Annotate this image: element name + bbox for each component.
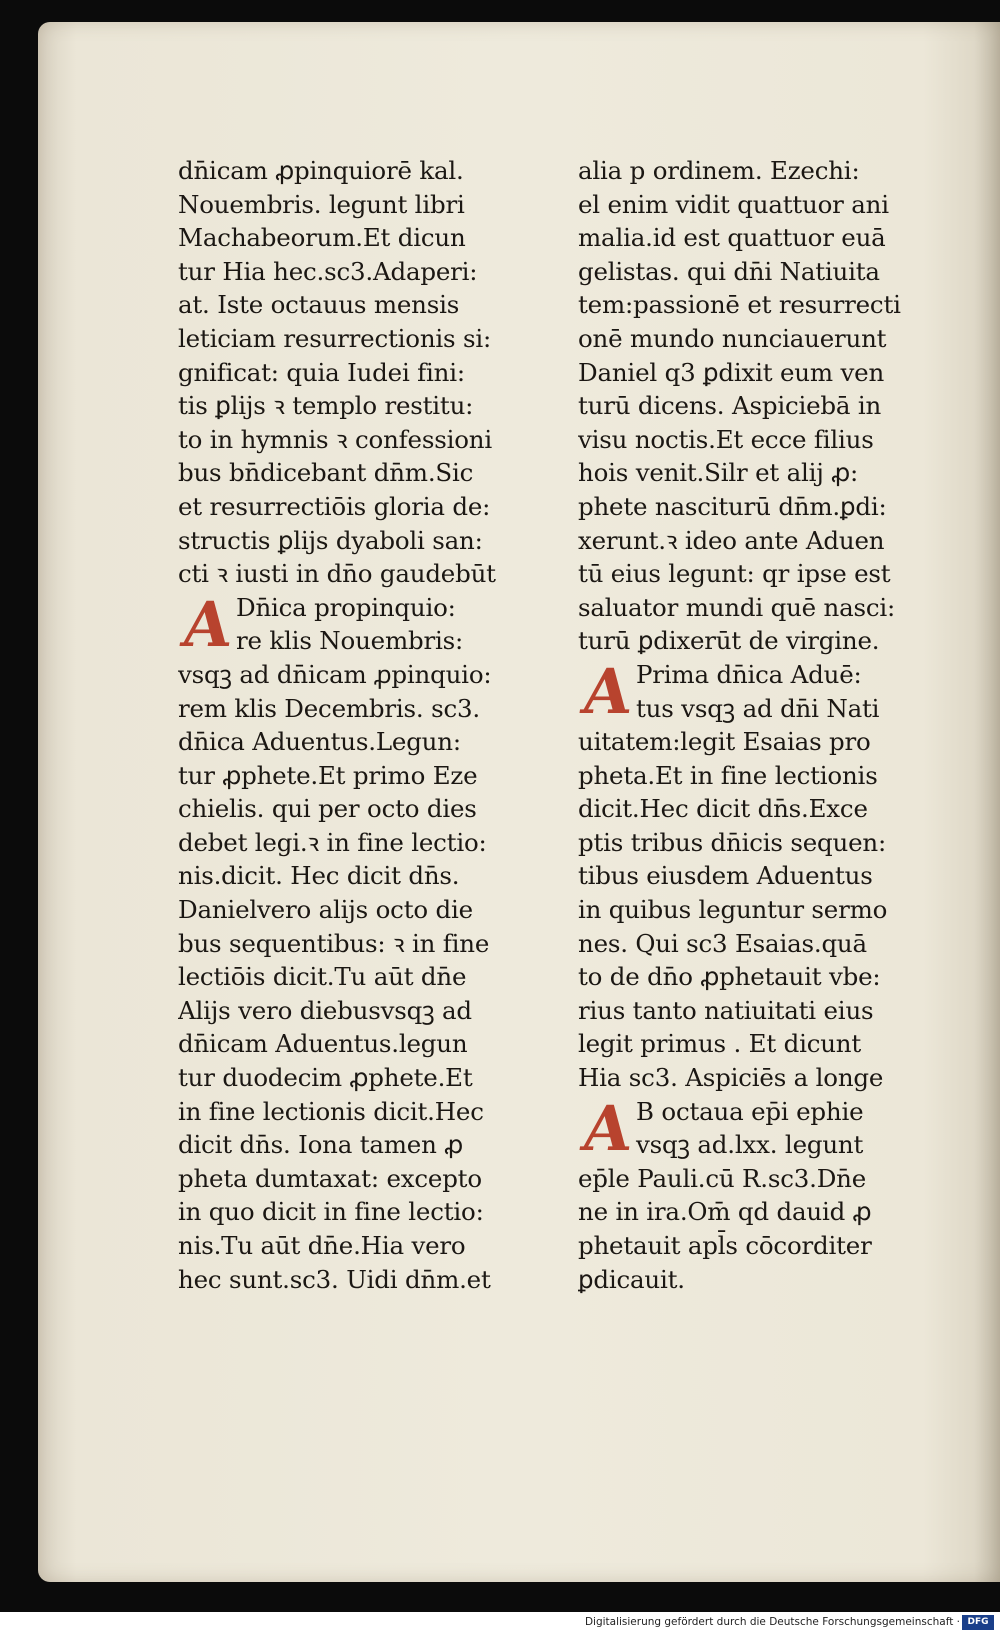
text-line: uitatem:legit Esaias pro bbox=[578, 727, 871, 757]
text-line: visu noctis.Et ecce filius bbox=[578, 424, 874, 454]
text-line: B octaua ep̄i ephie bbox=[636, 1096, 864, 1126]
text-line: malia.id est quattuor euā bbox=[578, 223, 886, 253]
text-line: turū ꝑdixerūt de virgine. bbox=[578, 626, 880, 656]
text-line: vsqꝫ ad.lxx. legunt bbox=[636, 1130, 864, 1160]
text-line: tus vsqꝫ ad dn̄i Nati bbox=[636, 693, 880, 723]
text-line: phetauit apl̄s cōcorditer bbox=[578, 1231, 872, 1260]
text-line: nes. Qui sc3 Esaias.quā bbox=[578, 928, 867, 958]
text-line: debet legi.ꝛ in fine lectio: bbox=[178, 827, 487, 857]
rubricated-paragraph bbox=[177, 587, 556, 661]
text-line: pheta.Et in fine lectionis bbox=[578, 760, 878, 790]
text-line: turū dicens. Aspiciebā in bbox=[578, 391, 882, 421]
digitization-credit: Digitalisierung gefördert durch die Deutsche Forschungsgemeinschaft · bbox=[584, 1616, 960, 1628]
text-line: ep̄le Pauli.cū R.sc3.Dn̄e bbox=[578, 1163, 867, 1193]
text-line: rem klis Decembris. sc3. bbox=[178, 693, 480, 723]
text-line: tur Hia hec.sc3.Adaperi: bbox=[178, 256, 478, 286]
left-text-column bbox=[178, 154, 556, 1296]
text-line: chielis. qui per octo dies bbox=[178, 794, 477, 824]
left-lines-a bbox=[178, 154, 556, 591]
text-line: at. Iste octauus mensis bbox=[178, 290, 460, 320]
text-line: to de dn̄o ꝓphetauit vbe: bbox=[578, 962, 881, 992]
book-page bbox=[38, 22, 1000, 1582]
text-line: onē mundo nunciauerunt bbox=[578, 323, 887, 353]
text-line: dicit.Hec dicit dn̄s.Exce bbox=[578, 794, 868, 824]
text-line: tur duodecim ꝓphete.Et bbox=[178, 1063, 473, 1093]
text-line: phete nasciturū dn̄m.ꝑdi: bbox=[578, 491, 887, 521]
right-lines-c bbox=[578, 1162, 956, 1296]
text-line: tem:passionē et resurrecti bbox=[578, 290, 901, 320]
text-line: Nouembris. legunt libri bbox=[178, 189, 465, 219]
rubricated-paragraph bbox=[577, 1091, 956, 1165]
text-line: el enim vidit quattuor ani bbox=[578, 189, 889, 219]
right-lines-a bbox=[578, 154, 956, 658]
text-line: et resurrectiōis gloria de: bbox=[178, 491, 491, 521]
text-line: Prima dn̄ica Aduē: bbox=[636, 659, 862, 689]
text-line: bus sequentibus: ꝛ in fine bbox=[178, 928, 490, 958]
red-initial-letter: A bbox=[177, 587, 237, 661]
text-line: leticiam resurrectionis si: bbox=[178, 323, 492, 353]
text-line: cti ꝛ iusti in dn̄o gaudebūt bbox=[178, 559, 496, 589]
text-line: dn̄icam Aduentus.legun bbox=[178, 1029, 468, 1059]
text-line: ꝑdicauit. bbox=[578, 1264, 685, 1294]
text-line: Dn̄ica propinquio: bbox=[236, 592, 456, 622]
text-line: in fine lectionis dicit.Hec bbox=[178, 1096, 484, 1126]
text-line: tis ꝑlijs ꝛ templo restitu: bbox=[178, 391, 474, 421]
right-lines-b bbox=[578, 725, 956, 1095]
text-line: saluator mundi quē nasci: bbox=[578, 592, 896, 622]
text-line: in quibus leguntur sermo bbox=[578, 895, 888, 925]
text-line: Machabeorum.Et dicun bbox=[178, 223, 466, 253]
text-line: legit primus . Et dicunt bbox=[578, 1029, 862, 1059]
dfg-logo: DFG bbox=[962, 1615, 994, 1630]
text-line: bus bn̄dicebant dn̄m.Sic bbox=[178, 458, 474, 488]
text-line: in quo dicit in fine lectio: bbox=[178, 1197, 484, 1227]
page-edge-shadow bbox=[974, 22, 1000, 1582]
text-line: Daniel q3 ꝑdixit eum ven bbox=[578, 357, 885, 387]
right-text-column bbox=[578, 154, 956, 1296]
text-line: lectiōis dicit.Tu aūt dn̄e bbox=[178, 962, 467, 992]
rubricated-paragraph bbox=[577, 654, 956, 728]
text-line: ne in ira.Om̄ qd dauid ꝓ bbox=[578, 1197, 872, 1227]
text-line: structis ꝑlijs dyaboli san: bbox=[178, 525, 483, 555]
text-line: rius tanto natiuitati eius bbox=[578, 995, 874, 1025]
text-line: nis.Tu aūt dn̄e.Hia vero bbox=[178, 1231, 466, 1260]
text-line: tur ꝓphete.Et primo Eze bbox=[178, 760, 478, 790]
left-lines-b bbox=[178, 658, 556, 1296]
text-line: to in hymnis ꝛ confessioni bbox=[178, 424, 492, 454]
text-line: tū eius legunt: qr ipse est bbox=[578, 559, 891, 589]
text-line: dn̄ica Aduentus.Legun: bbox=[178, 727, 461, 757]
text-line: nis.dicit. Hec dicit dn̄s. bbox=[178, 861, 460, 891]
text-line: hois venit.Silr et alij ꝓ: bbox=[578, 458, 859, 488]
text-line: tibus eiusdem Aduentus bbox=[578, 861, 873, 891]
text-line: ptis tribus dn̄icis sequen: bbox=[578, 827, 887, 857]
text-line: Hia sc3. Aspiciēs a longe bbox=[578, 1063, 884, 1093]
text-line: gnificat: quia Iudei fini: bbox=[178, 357, 465, 387]
text-line: pheta dumtaxat: excepto bbox=[178, 1163, 482, 1193]
text-line: Danielvero alijs octo die bbox=[178, 895, 473, 925]
text-line: vsqꝫ ad dn̄icam ꝓpinquio: bbox=[178, 659, 492, 689]
text-line: dn̄icam ꝓpinquiorē kal. bbox=[178, 156, 464, 185]
red-initial-letter: A bbox=[577, 654, 637, 728]
text-line: gelistas. qui dn̄i Natiuita bbox=[578, 256, 880, 286]
text-line: Alijs vero diebusvsqꝫ ad bbox=[178, 995, 472, 1025]
text-line: xerunt.ꝛ ideo ante Aduen bbox=[578, 525, 885, 555]
text-line: alia p ordinem. Ezechi: bbox=[578, 156, 860, 185]
text-line: dicit dn̄s. Iona tamen ꝓ bbox=[178, 1130, 464, 1160]
text-line: re klis Nouembris: bbox=[236, 626, 464, 656]
text-line: hec sunt.sc3. Uidi dn̄m.et bbox=[178, 1264, 491, 1294]
red-initial-letter: A bbox=[577, 1091, 637, 1165]
